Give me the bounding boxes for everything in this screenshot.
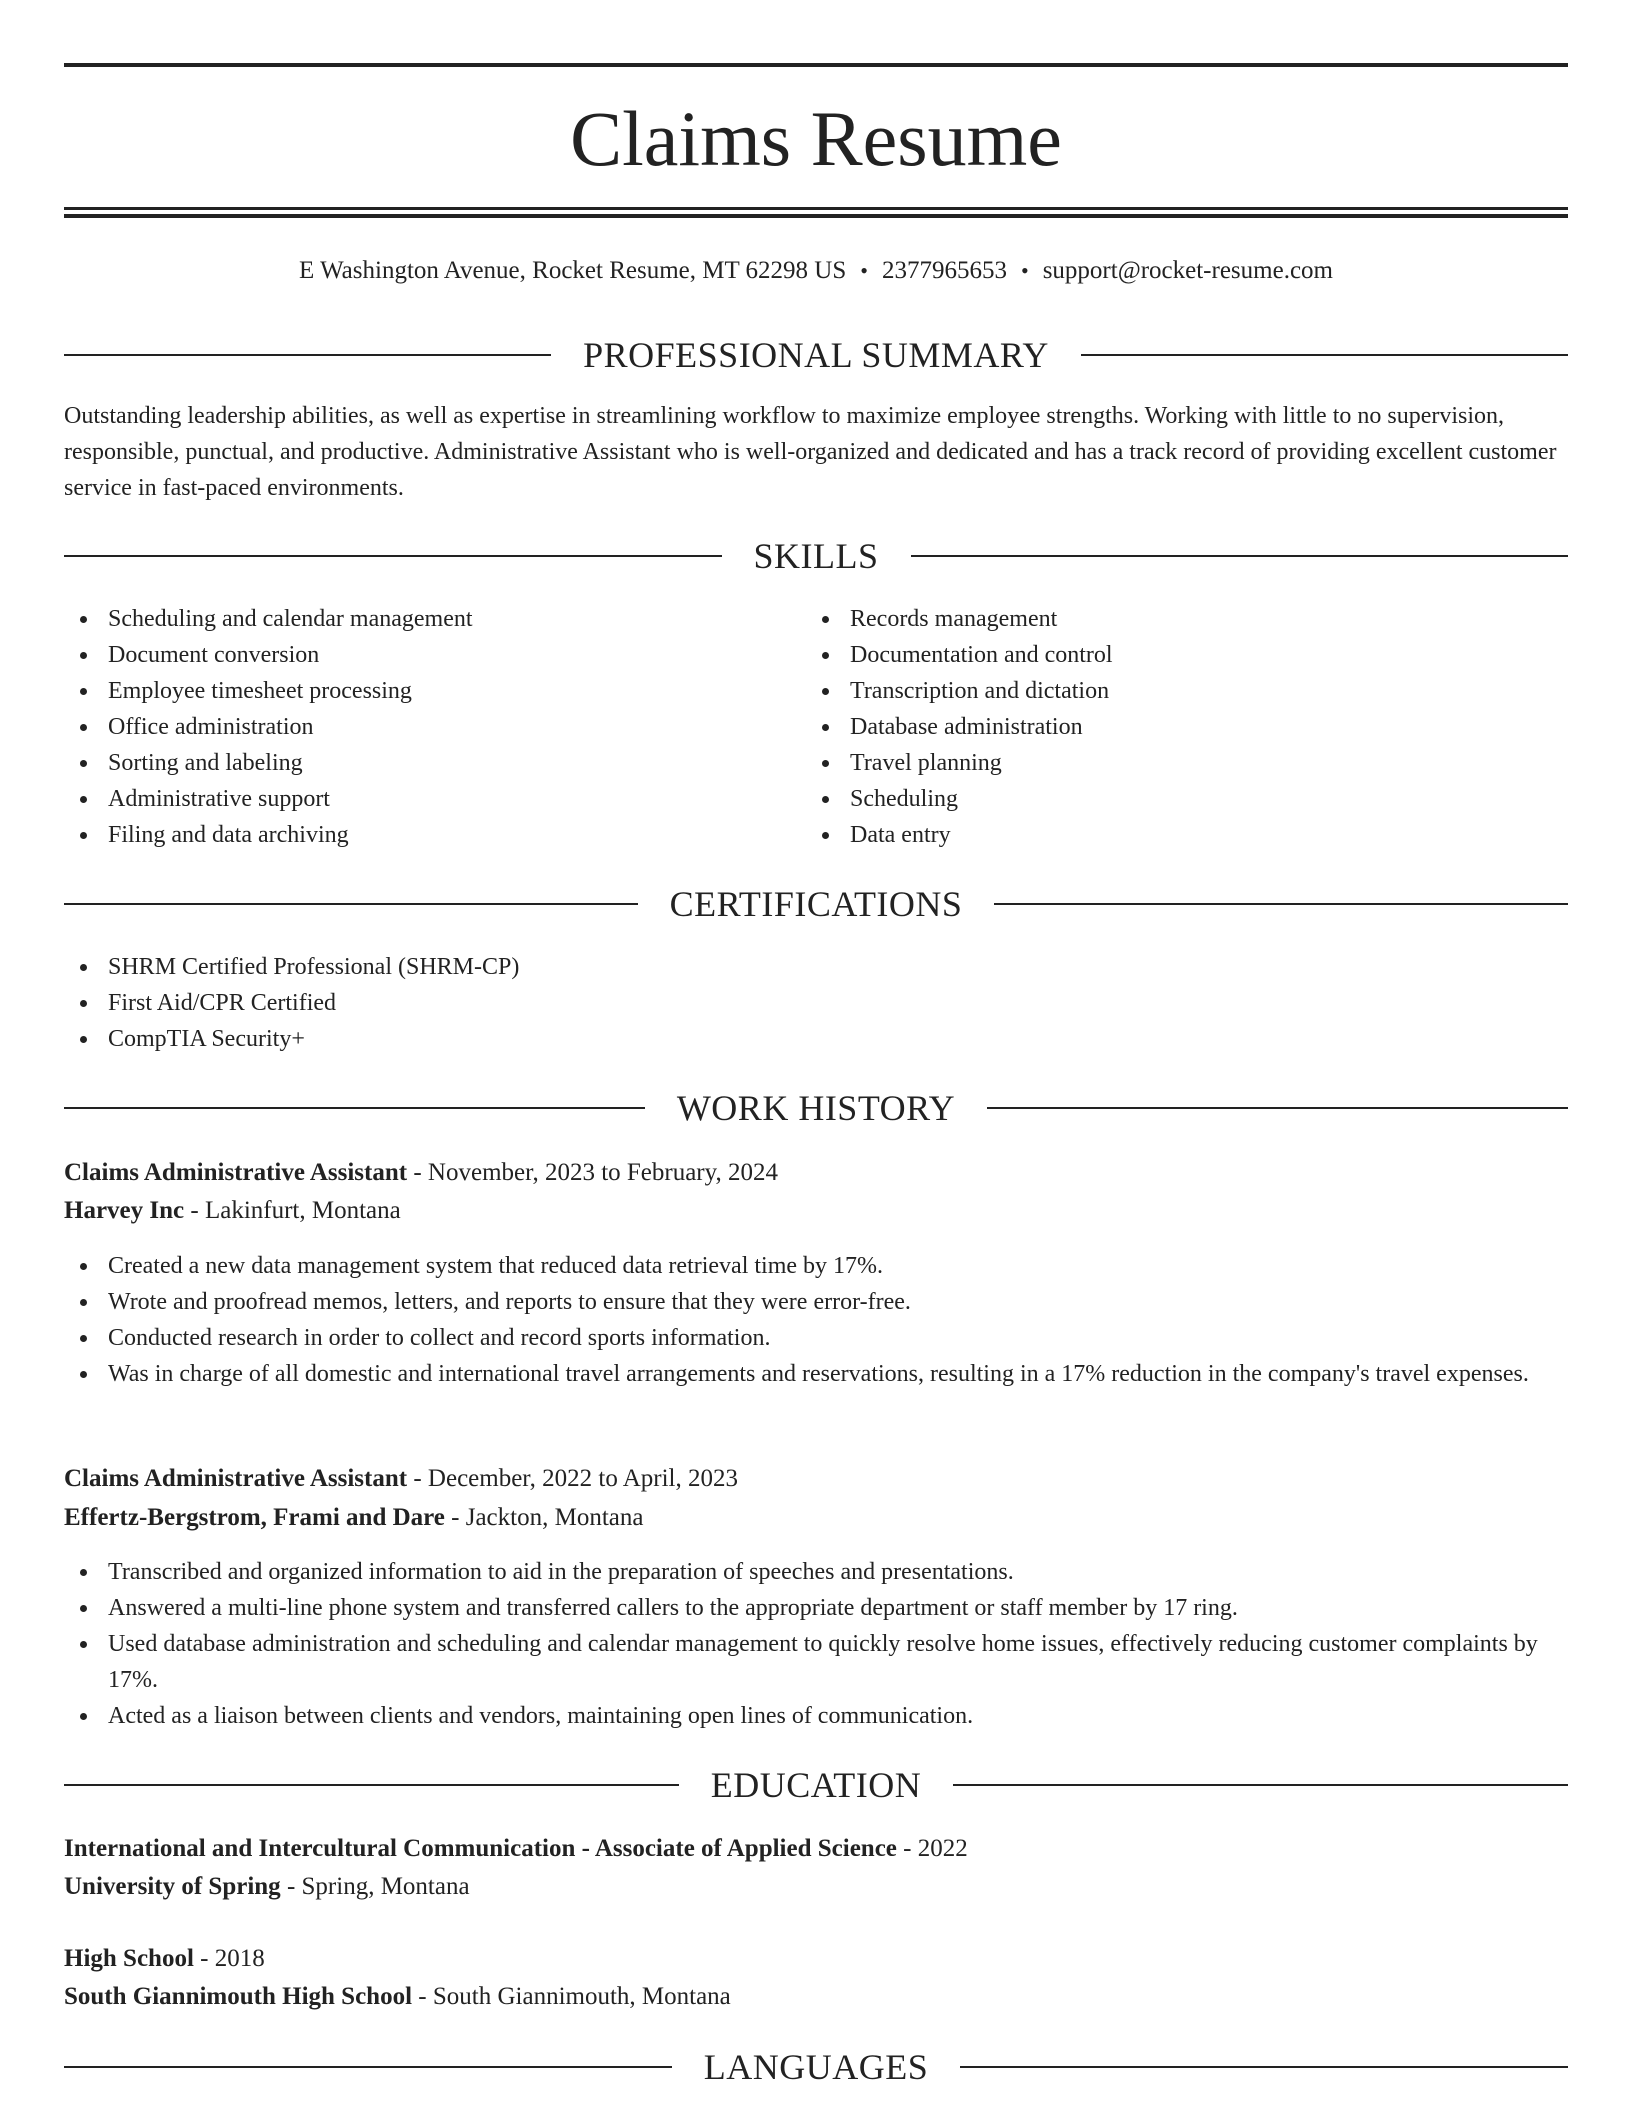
education-location: Spring, Montana xyxy=(301,1873,470,1900)
education-degree: International and Intercultural Communication - Associate of Applied Science xyxy=(64,1835,897,1862)
skill-item: Employee timesheet processing xyxy=(64,673,804,709)
skill-item: Administrative support xyxy=(64,781,804,817)
contact-separator: • xyxy=(860,258,868,283)
job-location: Jackton, Montana xyxy=(465,1504,644,1531)
skill-item: Transcription and dictation xyxy=(806,673,1546,709)
job-bullet: Conducted research in order to collect and record sports information. xyxy=(64,1320,1568,1356)
job-company-line xyxy=(64,1192,1568,1230)
job-bullets xyxy=(64,1248,1568,1392)
job-bullet: Answered a multi-line phone system and transferred callers to the appropriate department or staff member by 17 ring. xyxy=(64,1590,1568,1626)
skill-item: Document conversion xyxy=(64,637,804,673)
skill-item: Documentation and control xyxy=(806,637,1546,673)
skills-list-right xyxy=(806,601,1546,853)
skill-item: Records management xyxy=(806,601,1546,637)
top-rule xyxy=(64,63,1568,67)
contact-email: support@rocket-resume.com xyxy=(1042,257,1333,284)
job-bullet: Wrote and proofread memos, letters, and reports to ensure that they were error-free. xyxy=(64,1284,1568,1320)
heading-rule xyxy=(994,903,1568,905)
skill-item: Database administration xyxy=(806,709,1546,745)
contact-line xyxy=(64,254,1568,288)
heading-rule xyxy=(64,354,551,356)
job-bullet: Transcribed and organized information to aid in the preparation of speeches and presentations. xyxy=(64,1554,1568,1590)
dash: - xyxy=(903,1835,912,1862)
skill-item: Scheduling xyxy=(806,781,1546,817)
education-school: South Giannimouth High School xyxy=(64,1983,413,2010)
dash: - xyxy=(418,1983,427,2010)
section-heading-education xyxy=(64,1765,1568,1805)
dash: - xyxy=(413,1465,422,1492)
skill-item: Office administration xyxy=(64,709,804,745)
heading-rule xyxy=(960,2066,1568,2068)
job-bullet: Created a new data management system that reduced data retrieval time by 17%. xyxy=(64,1248,1568,1284)
heading-rule xyxy=(64,903,638,905)
job-dates: November, 2023 to February, 2024 xyxy=(427,1159,779,1186)
heading-rule xyxy=(1081,354,1568,356)
job-bullet: Used database administration and scheduling and calendar management to quickly resolve home issues, effectively reducing customer complaints by 17%. xyxy=(64,1626,1568,1698)
certification-item: CompTIA Security+ xyxy=(64,1021,1568,1057)
resume-title: Claims Resume xyxy=(570,95,1062,182)
section-title: EDUCATION xyxy=(710,1765,922,1805)
job-company: Harvey Inc xyxy=(64,1197,185,1224)
job-title-line xyxy=(64,1460,1568,1498)
education-degree-line xyxy=(64,1940,1568,1978)
job-title: Claims Administrative Assistant xyxy=(64,1465,408,1492)
dash: - xyxy=(286,1873,296,1900)
education-degree: High School xyxy=(64,1945,194,1972)
education-school-line xyxy=(64,1978,1568,2016)
dash: - xyxy=(200,1945,209,1972)
education-degree-line xyxy=(64,1830,1568,1868)
dash: - xyxy=(413,1159,422,1186)
heading-rule xyxy=(953,1784,1568,1786)
skill-item: Data entry xyxy=(806,817,1546,853)
certifications-list xyxy=(64,949,1568,1057)
section-title: LANGUAGES xyxy=(703,2047,929,2087)
job-company-line xyxy=(64,1499,1568,1537)
heading-rule xyxy=(64,1784,679,1786)
section-title: CERTIFICATIONS xyxy=(669,884,963,924)
job-dates: December, 2022 to April, 2023 xyxy=(427,1465,738,1492)
skill-item: Sorting and labeling xyxy=(64,745,804,781)
contact-address: E Washington Avenue, Rocket Resume, MT 62298 US xyxy=(299,257,847,284)
dash: - xyxy=(190,1197,199,1224)
education-school-line xyxy=(64,1868,1568,1906)
skill-item: Filing and data archiving xyxy=(64,817,804,853)
heading-rule xyxy=(64,1107,645,1109)
summary-text: Outstanding leadership abilities, as well as expertise in streamlining workflow to maximize employee strengths. Working with little to no supervision, responsible, punctual, and productive. Administrative Assistant who is well-organized and dedicated and has a track record of providing excellent customer service in fast-paced environments. xyxy=(64,403,1557,501)
heading-rule xyxy=(987,1107,1568,1109)
job-bullet: Was in charge of all domestic and international travel arrangements and reservations, resulting in a 17% reduction in the company's travel expenses. xyxy=(64,1356,1568,1392)
job-title: Claims Administrative Assistant xyxy=(64,1159,408,1186)
job-title-line xyxy=(64,1154,1568,1192)
skills-list-left xyxy=(64,601,804,853)
dash: - xyxy=(451,1504,460,1531)
skill-item: Travel planning xyxy=(806,745,1546,781)
education-location: South Giannimouth, Montana xyxy=(432,1983,731,2010)
section-heading-skills xyxy=(64,536,1568,576)
section-heading-languages xyxy=(64,2047,1568,2087)
job-bullet: Acted as a liaison between clients and vendors, maintaining open lines of communication. xyxy=(64,1698,1568,1734)
certification-item: SHRM Certified Professional (SHRM-CP) xyxy=(64,949,1568,985)
certification-item: First Aid/CPR Certified xyxy=(64,985,1568,1021)
title-double-rule xyxy=(64,207,1568,218)
contact-separator: • xyxy=(1020,258,1029,283)
heading-rule xyxy=(64,555,722,557)
skill-item: Scheduling and calendar management xyxy=(64,601,804,637)
section-heading-summary xyxy=(64,335,1568,375)
section-heading-certifications xyxy=(64,884,1568,924)
section-title: PROFESSIONAL SUMMARY xyxy=(583,335,1049,375)
job-company: Effertz-Bergstrom, Frami and Dare xyxy=(64,1504,445,1531)
education-year: 2018 xyxy=(214,1945,265,1972)
education-year: 2022 xyxy=(917,1835,968,1862)
contact-phone: 2377965653 xyxy=(881,257,1007,284)
heading-rule xyxy=(911,555,1569,557)
job-location: Lakinfurt, Montana xyxy=(204,1197,401,1224)
section-title: WORK HISTORY xyxy=(676,1088,956,1128)
job-bullets xyxy=(64,1554,1568,1734)
heading-rule xyxy=(64,2066,672,2068)
section-title: SKILLS xyxy=(753,536,879,576)
section-heading-work-history xyxy=(64,1088,1568,1128)
education-school: University of Spring xyxy=(64,1873,281,1900)
